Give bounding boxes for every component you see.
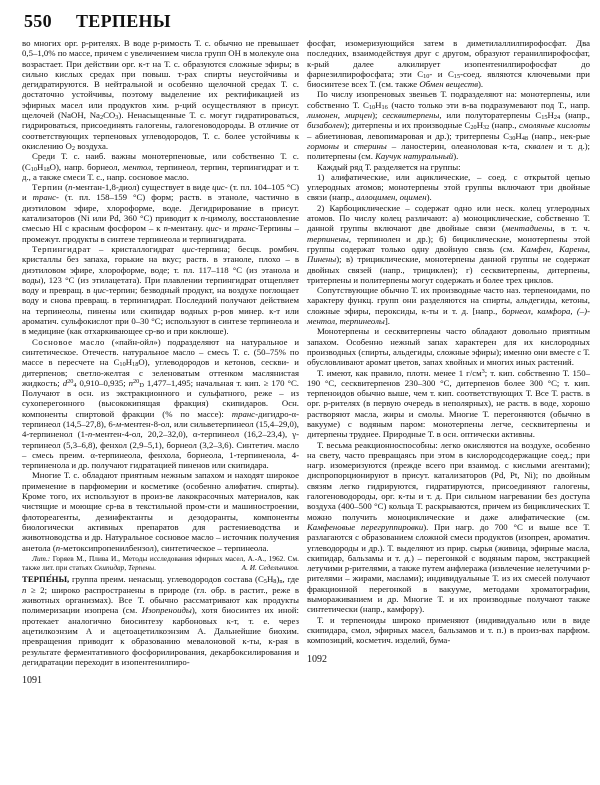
text-run: цис- xyxy=(206,223,222,234)
text-run: (т. пл. 158–159 °C) форм; раств. в этаноле, частично в диэтиловом эфире, хлороформе, воде. Дегидрирование в присут. катализаторов (Ni или Pd, 360 °C) приводит к xyxy=(22,192,299,224)
text-run: во многих орг. р-рителях. В воде р-римость Т. с. обычно не превышает 0,5–1,0% по массе, причем с увеличением числа групп OH в молекуле она возрастает. При действии орг. к-т на Т. с. образуются сложные эфиры; в сильно кислых средах при повыш. т-рах спирты неустойчивы и дегидратируются. В нейтральной и особенно щелочной средах Т. с. достаточно устойчивы, поэтому выделение их ректификацией из эфирных масел или продуктов хим. р-ций осуществляют в присут. щелочей (NaOH, Na xyxy=(22,38,299,121)
text-run: , xyxy=(124,562,128,572)
running-title: ТЕРПЕНЫ xyxy=(76,11,171,31)
text-run: бизаболен xyxy=(307,120,345,131)
paragraph xyxy=(22,470,299,552)
text-run: n xyxy=(128,377,134,388)
text-run: п xyxy=(55,542,61,553)
text-run: – абиетиновая, левопимаровая и др.); тритерпены C xyxy=(307,130,510,141)
text-run: 32 xyxy=(483,124,490,132)
text-run: , терпинолен и др.); б) бициклические, монотерпены этой группы содержат только одну двойную связь (см. xyxy=(307,233,590,254)
text-run: ментадиены xyxy=(504,223,553,234)
text-run: 5 xyxy=(263,578,267,586)
text-run: борнеол, камфора, (–)-ментол, терпинеолы xyxy=(307,305,590,327)
text-run: (напр., xyxy=(560,110,590,121)
text-run: H xyxy=(476,120,484,131)
text-run: Сопутствующие обычно Т. их производные часто наз. терпеноидами, по характеру функц. групп они разделяются на спирты, альдегиды, кетоны, сложные эфиры, пероксиды, к-ты и т. д. [напр., xyxy=(307,285,590,316)
text-run: Каждый ряд Т. разделяется на группы: xyxy=(317,161,461,172)
text-run: ). При нагр. до 700 °C и выше все Т. разлагаются с образованием сложной смеси продуктов (изопрен, ароматич. углеводороды и др.). Т. выделяют из прир. сырья (живица, эфирные масла, скипидар, бальзамы и т. д.) – перегонкой с водяным паром, экстракцией летучими р-рителями, а также путем анфлеража (извлечение нелетучими р-рителями – жирами, маслами); индивидуальные Т. из их смесей получают фракционной перегонкой в вакууме, методами хроматографии, вымораживанием и др. Многие Т. и их производные получают также синтетически (напр., камфору). xyxy=(307,521,590,615)
text-run: -терпина; бесцв. ромбич. кристаллы без запаха, горькие на вкус; раств. в этаноле, плохо – в диэтиловом эфире, хлороформе, воде; т. пл. 117–118 °C (из этанола и воды), 123 °C (из этилацетата). При плавлении терпингидрат отщепляет воду и превращ. в xyxy=(22,243,299,296)
text-run: 2 xyxy=(71,144,76,152)
text-run: H xyxy=(266,574,274,585)
literature-reference xyxy=(22,555,299,573)
text-run: цис xyxy=(93,285,106,296)
text-run: - и C xyxy=(429,68,454,79)
text-run: группа преим. ненасыщ. углеводородов состава (C xyxy=(69,574,264,585)
text-run: п xyxy=(87,429,93,440)
text-run: транс xyxy=(231,408,256,419)
paragraph xyxy=(22,337,299,471)
paragraph xyxy=(22,38,299,151)
paragraph xyxy=(307,172,590,203)
text-run: цис xyxy=(182,243,195,254)
text-run: 24 xyxy=(553,114,561,122)
text-run: 15 xyxy=(453,72,461,80)
text-run: транс- xyxy=(32,192,59,203)
text-run: 10 xyxy=(368,103,376,111)
text-run: ≥ 2; широко распространены в природе (гл. обр. в растит., реже в животных организмах). Все Т. обычно рассматривают как продукты полимеризации изопрена (см. xyxy=(22,584,299,616)
text-run: CO xyxy=(103,110,116,121)
text-run: (часто только эти в-ва подразумевают под Т., напр. xyxy=(387,99,590,110)
text-run: и xyxy=(338,140,354,151)
text-run: ; т. кип. собственно Т. 150–190 °C, сесквитерпенов 230–300 °C, дитерпенов более 300 °C; т. кип. терпеноидов обычно выше, чем т. кип. соответствующих Т. Все Т. раств. в орг. р-рителях (в первую очередь в неполярных), не раств. в воде, хорошо растворяют масла, жиры и смолы. Многие Т. перегоняются (обычно в вакууме) с водяным паром: монотерпены легче, сесквитерпены и дитерпены труднее. Природные Т. в осн. оптически активны. xyxy=(307,367,590,440)
text-run: 10 xyxy=(119,361,126,369)
text-run: (т. пл. 104–105 °C) и xyxy=(22,182,299,203)
text-run: 15 xyxy=(541,114,548,122)
text-run: Монотерпены и сесквитерпены часто обладают довольно приятным запахом. Особенно нежный запах характерен для их кислородных производных (спирты, альдегиды, сложные эфиры); именно они вместе с Т. обусловливают аромат цветов, запах хвойных и многих иных растений. xyxy=(307,326,590,368)
text-run: -дигидро-α-терпинеол (14,5–27,8), 6- xyxy=(22,408,299,429)
text-run: , или полуторатерпены C xyxy=(439,110,542,121)
text-run: 10 xyxy=(423,72,430,80)
column-number-right: 1092 xyxy=(307,653,327,665)
text-run: 48 xyxy=(521,134,528,142)
text-run: 1) алифатические, или ациклические, – соед. с открытой цепью углеродных атомов; монотерпены этой группы включают три двойные связи (напр., xyxy=(307,171,590,203)
text-run: стерины xyxy=(353,140,387,151)
text-run: -соед. являются ключевыми при биосинтезе всех Т. (см. также xyxy=(307,68,590,90)
text-run: -ментен-4-ол, 20,2–32,0), α-терпинеол (16,2–23,4), γ-терпинеол (5,3–6,8), фенхол (2,9–5,1), борнеол (3,2–3,6). Синтетич. масло – смесь преим. α-терпинеола, фенхола, борнеола, 1-терпиненола, 4-терпиненола и др. получают гидратацией пиненов или скипидара. xyxy=(22,429,299,471)
paragraph xyxy=(307,368,590,440)
text-run: 30 xyxy=(509,134,516,142)
paragraph xyxy=(307,440,590,615)
text-run: Обмен веществ xyxy=(419,79,479,90)
text-run: п xyxy=(68,182,73,193)
text-run: n xyxy=(279,578,283,586)
text-run: Камфен, Карены, Пинены xyxy=(307,243,590,265)
text-run: , терпинеол, терпин, терпингидрат и т. д., а также смеси Т. с., напр. сосновое масло. xyxy=(22,161,299,182)
text-run: м xyxy=(115,418,122,429)
paragraph xyxy=(22,151,299,182)
text-run: лимонен, мирцен xyxy=(307,110,373,121)
text-run: H xyxy=(375,99,382,110)
text-run: Терпены xyxy=(127,562,155,572)
text-run: сквален xyxy=(524,140,553,151)
text-run: п xyxy=(200,213,205,224)
text-run: Т. имеют, как правило, плотн. менее 1 г/см xyxy=(317,367,482,378)
text-run: 3 xyxy=(481,367,485,375)
column-number-left: 1091 xyxy=(22,675,42,687)
text-run: 3 xyxy=(115,114,119,122)
text-run: H xyxy=(547,110,554,121)
text-run: -Терпины – промежут. продукты в синтезе терпинеола и терпингидрата. xyxy=(22,223,299,244)
text-run: H xyxy=(515,130,522,141)
article-terpenes xyxy=(22,574,299,667)
text-run: Терпин xyxy=(32,182,63,193)
text-run: воздуха. xyxy=(75,140,109,151)
text-run: По числу изопреновых звеньев Т. подразделяют на: монотерпены, или собственно Т. C xyxy=(307,89,590,110)
text-run: цис- xyxy=(212,182,228,193)
paragraph xyxy=(22,182,299,244)
text-run: -метоксипропенилбензол), синтетическое – терпинеола. xyxy=(60,542,269,553)
text-run: («пайн-ойл») подразделяют на натуральное и синтетическое. Отечеств. натуральное масло – смесь Т. с. (50–75% по массе в пересчете на C xyxy=(22,336,300,368)
text-run: , в т. ч. xyxy=(552,223,590,234)
text-run: сесквитерпены xyxy=(382,110,440,121)
paragraph xyxy=(22,244,299,337)
text-run: терпинены xyxy=(307,233,349,244)
text-run: Горяев М., Плива И., Методы исследования эфирных масел, А.-А., 1962. См. также лит. при статьях xyxy=(22,553,299,572)
text-run: Каучук натуральный xyxy=(375,151,454,162)
text-run: 1,477–1,495; начальная т. кип. ≥ 170 °C. Получают в осн. из экстракционного и сульфатного, реже – из сухоперегонного (высококипящая фракция) скипидаров. Осн. компоненты спиртовой фракции (% по массе): xyxy=(22,377,299,419)
text-run: 18 xyxy=(132,361,139,369)
text-run: Среди Т. с. наиб. важны монотерпеновые, или собственно Т. с. (C xyxy=(22,151,299,172)
text-run: . xyxy=(154,562,156,572)
text-run: Камфеновые перегруппировки xyxy=(307,521,424,532)
paragraph xyxy=(307,203,590,285)
right-column xyxy=(307,38,590,666)
text-run: ). xyxy=(453,151,459,162)
text-run: ). Ненасыщенные Т. с. могут гидратироваться, гидрироваться, присоединять галогены, галогеноводороды. В отличие от соответствующих терпеновых углеводородов, Т. с. более устойчивы к окислению O xyxy=(22,110,300,151)
text-run: 20 xyxy=(67,377,74,385)
text-run: H xyxy=(125,357,133,368)
text-run: ) xyxy=(276,574,280,585)
text-run: Сосновое масло xyxy=(32,336,105,347)
right-paragraphs xyxy=(307,38,590,646)
text-run: – кристаллогидрат xyxy=(91,243,182,254)
text-run: d xyxy=(62,377,68,388)
text-run: смоляные кислоты xyxy=(519,120,590,131)
paragraph xyxy=(307,285,590,326)
text-run: Т. и терпеноиды широко применяют (индивидуально или в виде скипидара, смол, эфирных масел, бальзамов и т. п.) в произ-вах парфюм. композиций, косметич. изделий, бума- xyxy=(307,614,590,646)
text-run: 4 xyxy=(73,381,77,389)
paragraph xyxy=(307,89,590,161)
text-run: O), углеводородов и кетонов, сескви- и дитерпенов; светло-желтая с зеленоватым оттенком маслянистая жидкость; xyxy=(22,357,299,388)
text-run: 8 xyxy=(273,578,277,586)
text-run: 10 xyxy=(30,165,38,173)
paragraph xyxy=(307,615,590,646)
text-run: – ланостерин, олеаноловая к-та, xyxy=(386,140,525,151)
paragraph xyxy=(307,326,590,367)
text-run: и т. д.); политерпены (см. xyxy=(307,140,590,162)
text-run: -цимолу, восстановление смесью HI с красным фосфором – к xyxy=(22,213,300,234)
text-run: 0,910–0,935; xyxy=(76,377,129,388)
text-run: гормоны xyxy=(307,140,339,151)
page-number: 550 xyxy=(24,11,52,31)
text-run: -ментен-8-ол, или сильветерпинеол (15,4–29,0), 4-терпиненол (1- xyxy=(22,418,299,440)
text-run: ), хотя биосинтез их иной: протекает аналогично биосинтезу карбоновых к-т, т. е. через ацетилкоэнзим А и ацетоацетилкоэнзим А. Дальнейшие биохим. превращения приводит к образованию мевалоновой к-ты, к-рая в результате ферментативного фосфорилирования, декарбоксилирования и дегидратации переходит в изопентенилпиро- xyxy=(22,605,299,667)
text-run: ); xyxy=(372,110,383,121)
text-run: 20 xyxy=(470,124,477,132)
text-run: п xyxy=(163,223,168,234)
text-run: -ментан-1,8-диол) существует в виде xyxy=(72,182,213,193)
text-run: 16 xyxy=(381,103,388,111)
text-run: фосфат, изомеризующийся затем в диметилаллилпирофосфат. Два последних, взаимодействуя друг с другом, образуют геранилпирофосфат, к-рый далее алкилирует изопентенилпирофосфат до фарнезилпирофосфата; эти C xyxy=(307,38,590,79)
text-run: Лит.: xyxy=(32,553,51,563)
text-run: ). xyxy=(478,79,484,90)
author-signature: А. И. Седельников. xyxy=(241,562,299,572)
text-run: транс xyxy=(232,223,256,234)
text-run: ]. xyxy=(384,316,390,327)
text-run: D xyxy=(139,381,144,389)
text-run: O), напр. борнеол, xyxy=(49,161,123,172)
text-run: -терпин; безводный продукт, на воздухе поглощает воду и снова превращ. в терпингидрат. Последний получают действием на терпинеолы, пинены или скипидар водных р-ров минер. к-т или ароматич. сульфокислот при 0–30 °C; используют в синтезе терпинеола и в медицине (как отхаркивающее ср-во и при коклюше). xyxy=(22,285,299,337)
text-run: (напр., нек-рые xyxy=(528,130,590,141)
text-run: ); в) трициклические, монотерпены данной группы не содержат двойных связей (напр., трициклен); г) сесквитерпены, дитерпены, тритерпены и политерпены могут содержать и более трех циклов. xyxy=(307,254,590,285)
text-run: Изопреноиды xyxy=(141,605,192,616)
paragraph xyxy=(307,38,590,89)
text-run: 2) Карбоциклические – содержат одно или неск. колец углеродных атомов. По числу колец различают: а) моноциклические, собственно Т. данной группы включают две двойные связи ( xyxy=(307,202,590,234)
text-run: -ментану. xyxy=(167,223,207,234)
running-header xyxy=(24,10,171,32)
text-run: ментол xyxy=(122,161,152,172)
paragraph xyxy=(22,574,299,667)
left-paragraphs xyxy=(22,38,299,553)
text-run: аллоцимен, оцимен xyxy=(356,192,427,203)
text-run: Многие Т. с. обладают приятным нежным запахом и находят широкое применение в парфюмерии и косметике (особенно алифатич. спирты). Кроме того, их используют в произ-ве лакокрасочных материалов, как чистящие и моющие ср-ва в текстильной пром-сти и машиностроении, флотореагенты, дезинфектанты и дезодоранты, компоненты биологически активных препаратов для растениеводства и животноводства и др. Натуральное сосновое масло – источник получения анетола ( xyxy=(22,470,299,553)
text-run: H xyxy=(37,161,44,172)
text-run: 20 xyxy=(133,377,140,385)
text-run: ). xyxy=(426,192,432,203)
text-run: (напр., xyxy=(489,120,519,131)
text-run: ); дитерпены и их производные C xyxy=(344,120,471,131)
left-column xyxy=(22,38,299,687)
text-run: Скипидар xyxy=(94,562,125,572)
text-run: n xyxy=(22,584,27,595)
text-run: 18 xyxy=(43,165,50,173)
text-run: и xyxy=(221,223,233,234)
paragraph xyxy=(307,162,590,172)
text-run: ( xyxy=(62,182,69,193)
text-run: ТЕРПЕ́НЫ, xyxy=(22,574,70,585)
text-run: Т. весьма реакционноспособны: легко окисляются на воздухе, особенно на свету, часто превращаясь при этом в кислородсодержащие соед.; при нагр. изомеризуются (прежде всего при взаимод. с кислыми агентами); диспропорционируют в присут. катализаторов (Pd, Pt, Ni); по двойным связям легко гидрируются, гидратируются, присоединяют галогены, галогеноводороды, орг. к-ты и т. д. При сильном нагревании без доступа воздуха (400–500 °C) кольца Т. раскрываются, причем из бициклических Т. можно получить моноциклические и даже алифатические (см. xyxy=(307,439,590,522)
text-run: 2 xyxy=(99,114,104,122)
text-run: Терпингидрат xyxy=(32,243,92,254)
text-run: , где xyxy=(282,574,299,585)
